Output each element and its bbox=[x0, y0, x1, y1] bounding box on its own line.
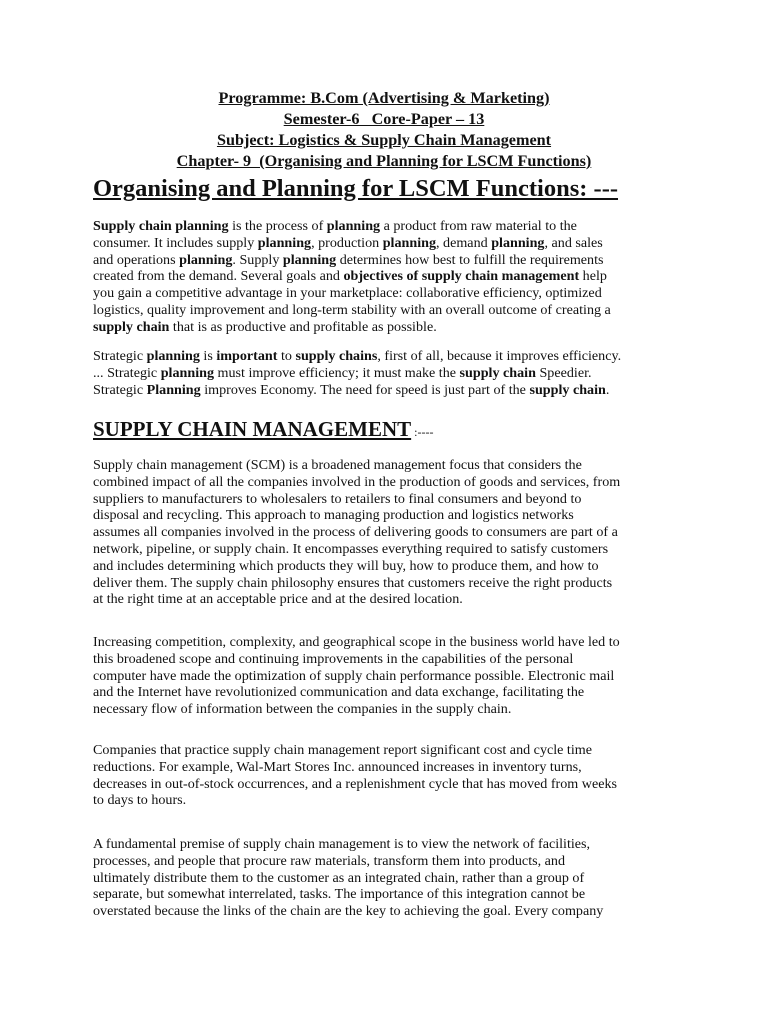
text: , first of all, because it improves efficiency. bbox=[377, 348, 622, 364]
text-line: Increasing competition, complexity, and geographical scope in the business world have led to bbox=[93, 634, 620, 650]
paragraph-scm-definition bbox=[93, 457, 693, 608]
text: created from the demand. Several goals and bbox=[93, 268, 344, 285]
text: Speedier. bbox=[535, 364, 592, 381]
semester-heading: Semester-6 Core-Paper – 13 bbox=[283, 110, 485, 128]
text-line: Supply chain management (SCM) is a broadened management focus that considers the bbox=[93, 457, 582, 473]
bold-text: planning bbox=[160, 364, 214, 381]
text-line: and the Internet have revolutionized communication and data exchange, facilitating the bbox=[93, 684, 585, 701]
page-title-text: Organising and Planning for LSCM Functions: --- bbox=[93, 175, 619, 202]
section-heading-text: SUPPLY CHAIN MANAGEMENT bbox=[93, 417, 412, 441]
text-line: overstated because the links of the chain are the key to achieving the goal. Every company bbox=[93, 903, 604, 920]
text: , demand bbox=[436, 234, 492, 251]
text-line bbox=[93, 268, 693, 285]
text-line: combined impact of all the companies involved in the production of goods and services, from bbox=[93, 473, 621, 490]
text-line: at the right time at an acceptable price and at the desired location. bbox=[93, 591, 463, 608]
bold-text: Planning bbox=[146, 381, 201, 398]
bold-text: planning bbox=[491, 234, 545, 251]
text: , and sales bbox=[544, 234, 603, 251]
bold-text: important bbox=[216, 348, 278, 364]
text-line: suppliers to manufacturers to wholesalers to retailers to final consumers and beyond to bbox=[93, 490, 582, 507]
text: determines how best to fulfill the requirements bbox=[336, 251, 604, 268]
bold-text: objectives of supply chain management bbox=[343, 268, 580, 285]
text-line: you gain a competitive advantage in your marketplace: collaborative efficiency, optimized bbox=[93, 285, 602, 302]
text: ... Strategic bbox=[93, 364, 161, 381]
text-line bbox=[93, 235, 693, 252]
subject-heading: Subject: Logistics & Supply Chain Management bbox=[216, 131, 552, 149]
text-line bbox=[93, 218, 693, 235]
bold-text: supply chain bbox=[529, 381, 606, 398]
programme-heading: Programme: B.Com (Advertising & Marketing) bbox=[218, 89, 550, 107]
text-line: Companies that practice supply chain management report significant cost and cycle time bbox=[93, 742, 592, 758]
text: . bbox=[605, 381, 610, 398]
text-line bbox=[93, 382, 693, 399]
text-line bbox=[93, 319, 693, 336]
text-line: logistics, quality improvement and long-term stability with an overall outcome of creating a bbox=[93, 301, 611, 318]
text-line: and includes determining which products they will buy, how to produce them, and how to bbox=[93, 557, 599, 574]
text-line: network, pipeline, or supply chain. It encompasses everything required to satisfy customers bbox=[93, 540, 609, 557]
text: , production bbox=[311, 234, 383, 251]
text: and operations bbox=[93, 251, 180, 268]
text-line: reductions. For example, Wal-Mart Stores Inc. announced increases in inventory turns, bbox=[93, 758, 582, 775]
text: is the process of bbox=[228, 218, 327, 234]
text: a product from raw material to the bbox=[380, 218, 577, 234]
text-line: necessary flow of information between the companies in the supply chain. bbox=[93, 701, 512, 718]
bold-text: planning bbox=[257, 234, 312, 251]
text: consumer. It includes supply bbox=[93, 234, 258, 251]
text-line bbox=[93, 252, 693, 269]
text: help bbox=[579, 268, 607, 285]
text: improves Economy. The need for speed is just part of the bbox=[200, 381, 530, 398]
text-line: computer have made the optimization of supply chain performance possible. Electronic mail bbox=[93, 667, 615, 684]
paragraph-strategic-planning bbox=[93, 348, 693, 398]
text: must improve efficiency; it must make the bbox=[214, 364, 460, 381]
text-line: deliver them. The supply chain philosophy ensures that customers receive the right products bbox=[93, 574, 613, 591]
paragraph-cost-reductions bbox=[93, 742, 693, 809]
text-line: A fundamental premise of supply chain management is to view the network of facilities, bbox=[93, 836, 591, 852]
text-line: decreases in out-of-stock occurrences, and a replenishment cycle that has moved from weeks bbox=[93, 775, 618, 792]
chapter-heading: Chapter- 9 (Organising and Planning for LSCM Functions) bbox=[176, 152, 592, 170]
text-line: this broadened scope and continuing improvements in the capabilities of the personal bbox=[93, 650, 574, 667]
text-line bbox=[93, 365, 693, 382]
text: Strategic bbox=[93, 381, 147, 398]
paragraph-fundamental-premise bbox=[93, 836, 693, 920]
paragraph-supply-chain-planning bbox=[93, 218, 693, 336]
bold-text: planning bbox=[326, 218, 381, 234]
bold-text: supply chains bbox=[295, 348, 378, 364]
text-line: processes, and people that procure raw materials, transform them into products, and bbox=[93, 852, 565, 869]
text: Strategic bbox=[93, 348, 147, 364]
page-title bbox=[93, 172, 618, 206]
text-line: assumes all companies involved in the process of delivering goods to consumers are part of a bbox=[93, 524, 618, 541]
bold-text: planning bbox=[146, 348, 200, 364]
text-line bbox=[93, 348, 693, 365]
text: to bbox=[277, 348, 296, 364]
bold-text: Supply chain planning bbox=[93, 218, 229, 234]
bold-text: planning bbox=[179, 251, 233, 268]
text-line: disposal and recycling. This approach to managing production and logistics networks bbox=[93, 507, 574, 524]
text-line: separate, but somewhat interrelated, tasks. The importance of this integration cannot be bbox=[93, 886, 586, 903]
paragraph-increasing-competition bbox=[93, 634, 693, 718]
text-line: to days to hours. bbox=[93, 792, 187, 809]
text: . Supply bbox=[232, 251, 283, 268]
bold-text: supply chain bbox=[459, 364, 536, 381]
text: that is as productive and profitable as possible. bbox=[169, 318, 437, 335]
bold-text: supply chain bbox=[93, 318, 170, 335]
section-heading bbox=[93, 414, 433, 447]
text: is bbox=[199, 348, 217, 364]
text-line: ultimately distribute them to the customer as an integrated chain, rather than a group of bbox=[93, 869, 585, 886]
bold-text: planning bbox=[382, 234, 436, 251]
section-heading-suffix: :---- bbox=[411, 425, 434, 439]
bold-text: planning bbox=[282, 251, 337, 268]
